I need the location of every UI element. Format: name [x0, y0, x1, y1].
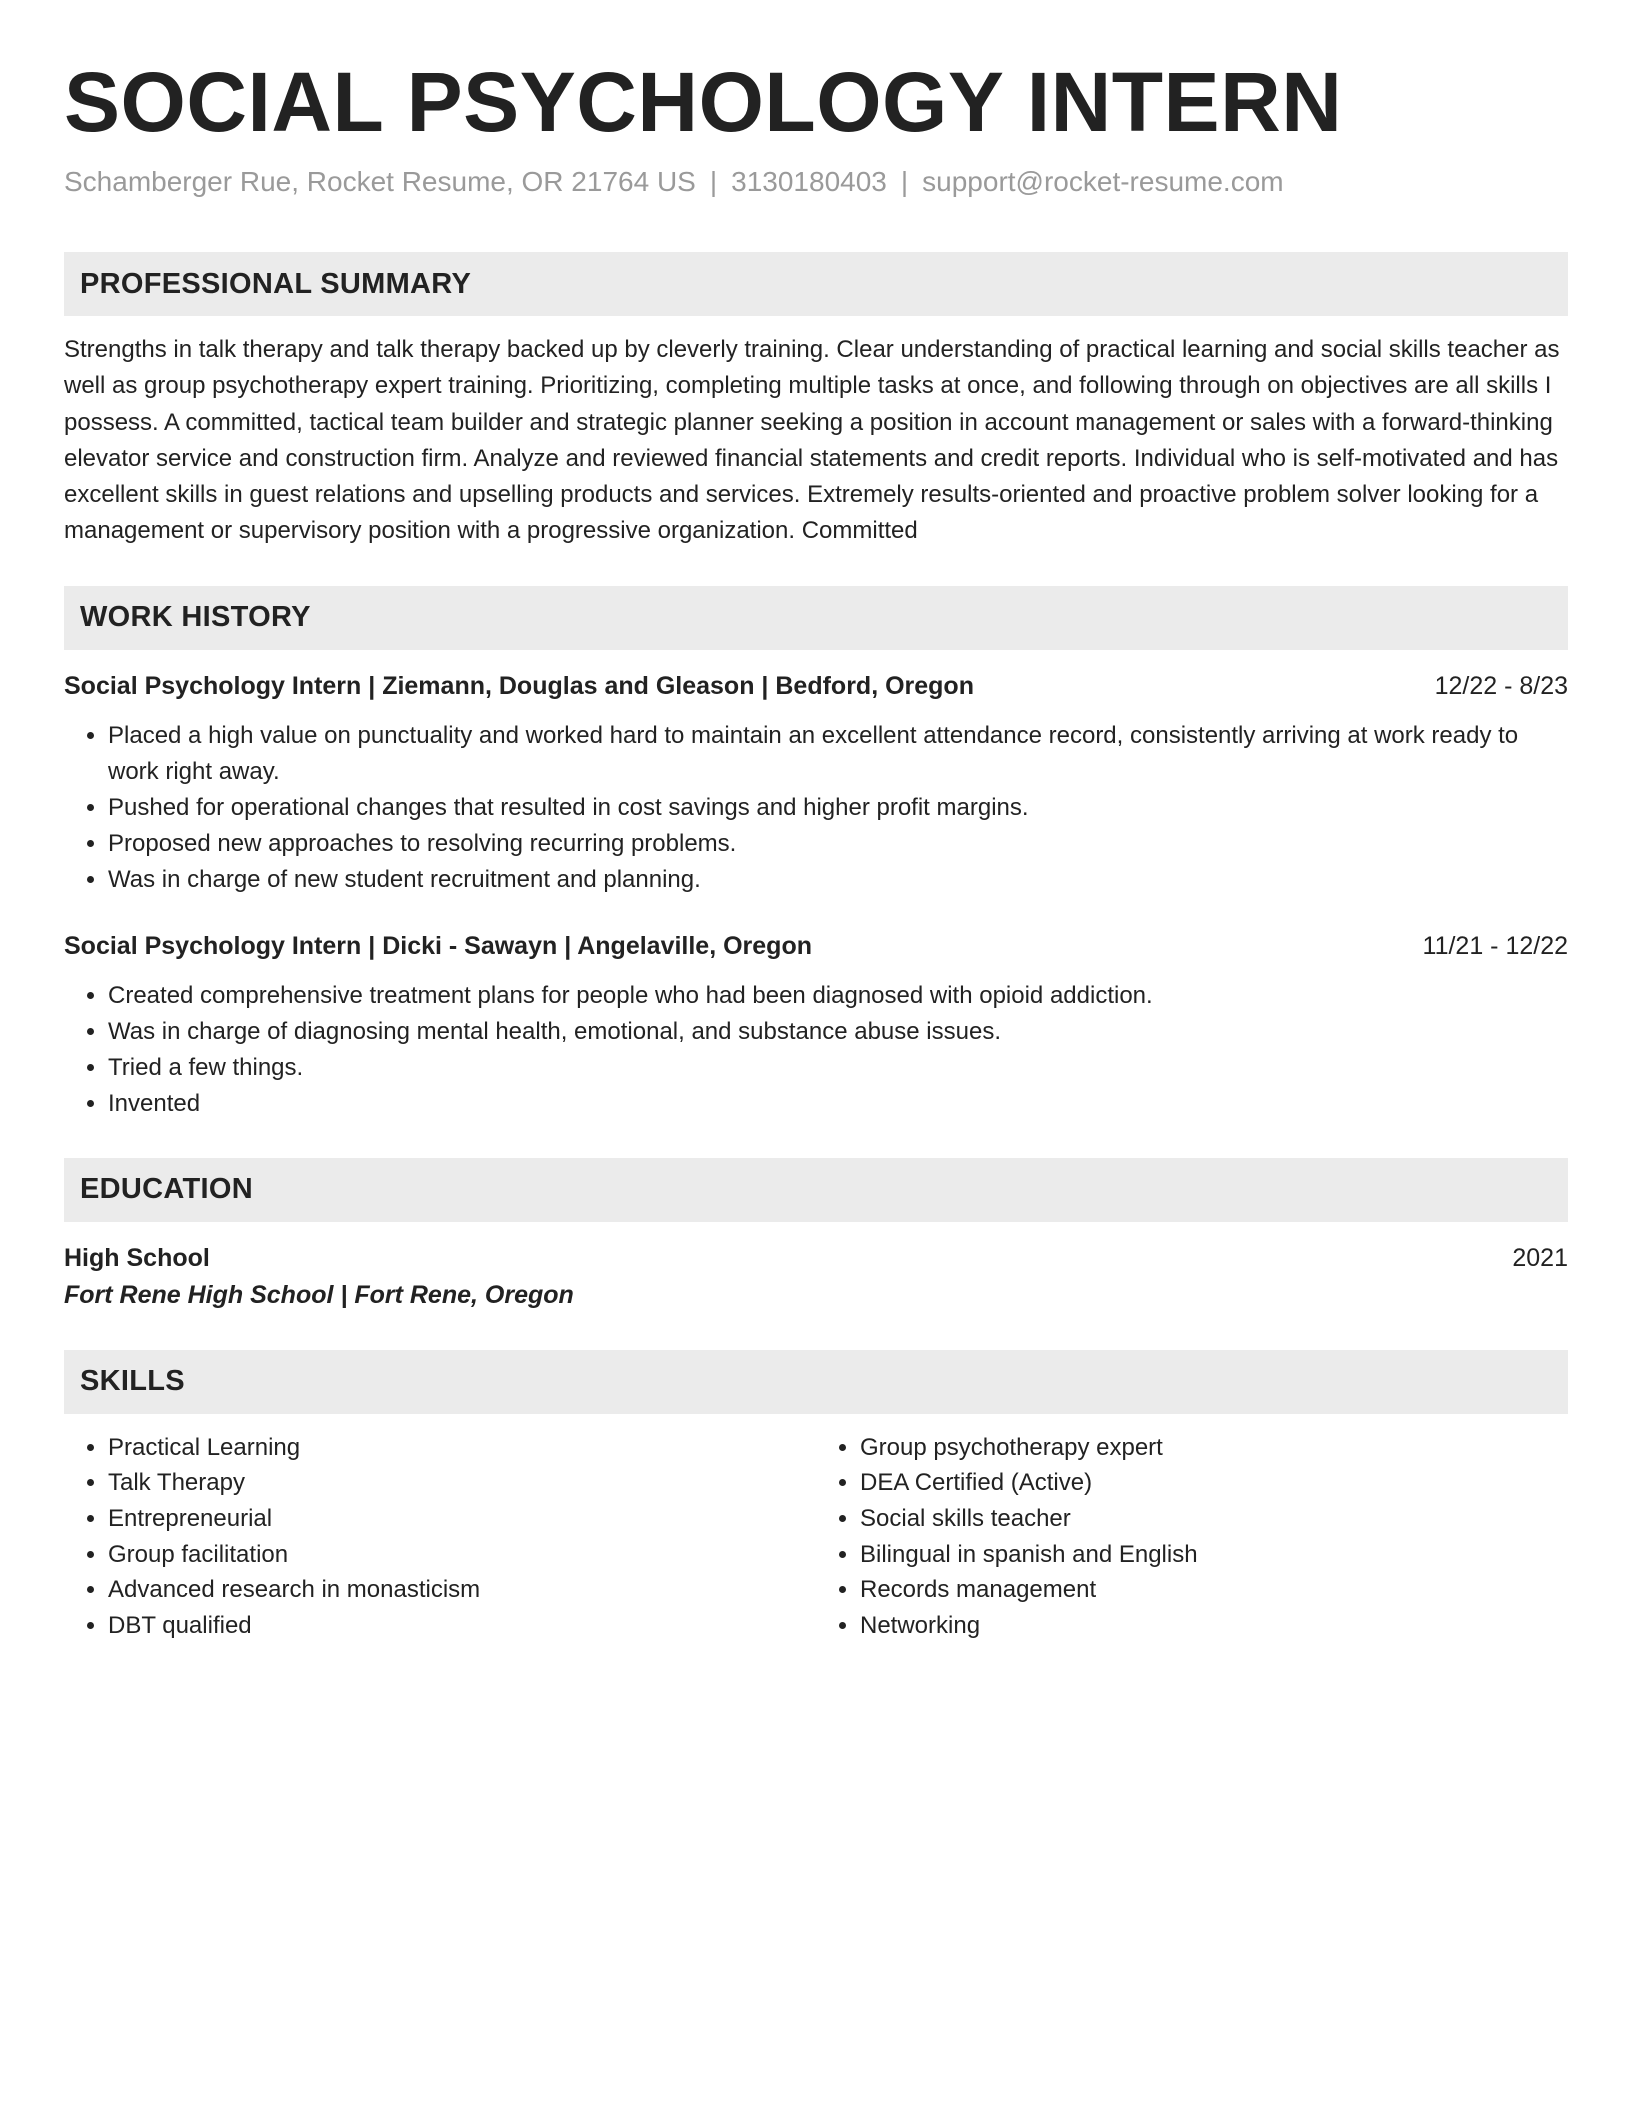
- skill-item: • Talk Therapy: [108, 1465, 816, 1501]
- education-entry: [64, 1240, 1568, 1314]
- job-bullet: • Created comprehensive treatment plans for people who had been diagnosed with opioid addiction.: [108, 978, 1568, 1014]
- skill-item: • Networking: [860, 1608, 1568, 1644]
- job-bullet: • Tried a few things.: [108, 1050, 1568, 1086]
- education-section-header: [64, 1158, 1568, 1222]
- skill-item: • Group psychotherapy expert: [860, 1430, 1568, 1466]
- summary-text: Strengths in talk therapy and talk therapy backed up by cleverly training. Clear understanding of practical learning and social skills teacher as well as group psychotherapy expert training. Prioritizing, completing multiple tasks at once, and following through on objectives are all skills I possess. A committed, tactical team builder and strategic planner seeking a position in account management or sales with a forward-thinking elevator service and construction firm. Analyze and reviewed financial statements and credit reports. Individual who is self-motivated and has excellent skills in guest relations and upselling products and services. Extremely results-oriented and proactive problem solver looking for a management or supervisory position with a progressive organization. Committed: [64, 336, 1560, 545]
- job-bullets: [64, 718, 1568, 898]
- resume-name: SOCIAL PSYCHOLOGY INTERN: [64, 55, 1343, 149]
- job-title: Social Psychology Intern | Dicki - Sawayn | Angelaville, Oregon: [64, 931, 812, 960]
- contact-address: Schamberger Rue, Rocket Resume, OR 21764 US: [64, 166, 696, 197]
- skills-list-right: [816, 1430, 1568, 1644]
- contact-separator: |: [709, 166, 718, 197]
- job-entry: [64, 668, 1568, 898]
- summary-section-header: [64, 252, 1568, 316]
- job-bullets: [64, 978, 1568, 1122]
- education-heading: EDUCATION: [80, 1173, 253, 1206]
- job-dates: 12/22 - 8/23: [1434, 671, 1568, 700]
- job-entry: [64, 928, 1568, 1122]
- education-degree: High School: [64, 1243, 210, 1272]
- job-title: Social Psychology Intern | Ziemann, Douglas and Gleason | Bedford, Oregon: [64, 671, 974, 700]
- work-section-header: [64, 586, 1568, 650]
- job-bullet: • Was in charge of diagnosing mental health, emotional, and substance abuse issues.: [108, 1014, 1568, 1050]
- job-bullet: • Placed a high value on punctuality and worked hard to maintain an excellent attendance record, consistently arriving at work ready to work right away.: [108, 718, 1568, 790]
- skill-item: • Social skills teacher: [860, 1501, 1568, 1537]
- job-bullet: • Was in charge of new student recruitment and planning.: [108, 862, 1568, 898]
- skill-item: • DBT qualified: [108, 1608, 816, 1644]
- job-bullet: • Pushed for operational changes that resulted in cost savings and higher profit margins.: [108, 790, 1568, 826]
- contact-email: support@rocket-resume.com: [922, 166, 1284, 197]
- education-school: Fort Rene High School | Fort Rene, Oregon: [64, 1280, 574, 1309]
- job-dates: 11/21 - 12/22: [1422, 931, 1568, 960]
- skill-item: • Entrepreneurial: [108, 1501, 816, 1537]
- job-bullet: • Invented: [108, 1086, 1568, 1122]
- job-header: [64, 928, 1568, 964]
- skill-item: • Practical Learning: [108, 1430, 816, 1466]
- skill-item: • Advanced research in monasticism: [108, 1572, 816, 1608]
- education-year: 2021: [1512, 1243, 1568, 1272]
- contact-phone: 3130180403: [731, 166, 887, 197]
- work-heading: WORK HISTORY: [80, 601, 311, 634]
- skills-columns: [64, 1430, 1568, 1644]
- skills-heading: SKILLS: [80, 1365, 185, 1398]
- contact-separator: |: [900, 166, 909, 197]
- contact-line: [64, 164, 1568, 200]
- job-header: [64, 668, 1568, 704]
- skill-item: • Group facilitation: [108, 1537, 816, 1573]
- education-header: [64, 1240, 1568, 1276]
- skills-list-left: [64, 1430, 816, 1644]
- skill-item: • Bilingual in spanish and English: [860, 1537, 1568, 1573]
- summary-heading: PROFESSIONAL SUMMARY: [80, 267, 472, 300]
- skill-item: • DEA Certified (Active): [860, 1465, 1568, 1501]
- skills-section-header: [64, 1350, 1568, 1414]
- job-bullet: • Proposed new approaches to resolving recurring problems.: [108, 826, 1568, 862]
- skill-item: • Records management: [860, 1572, 1568, 1608]
